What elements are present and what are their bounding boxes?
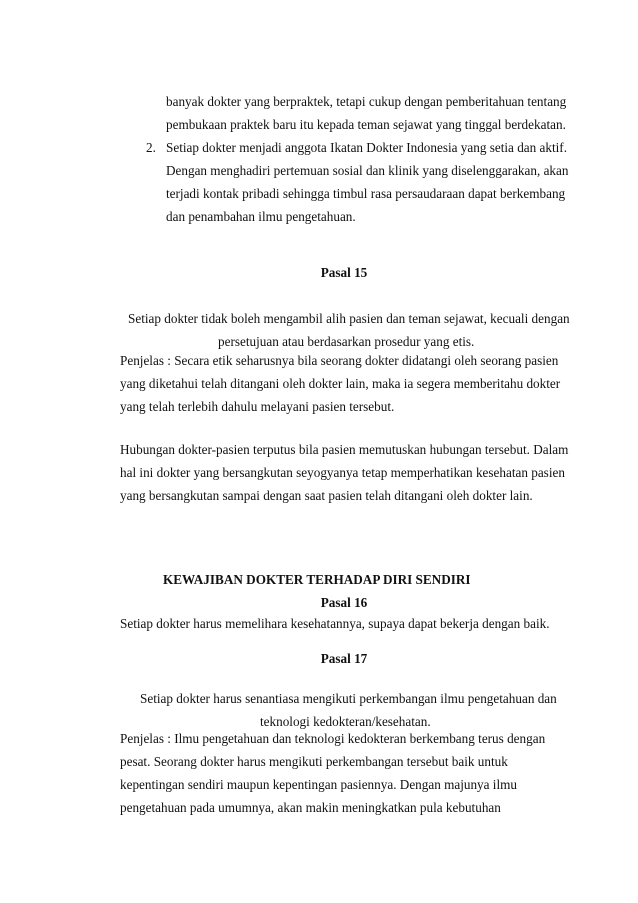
pasal-16-statement: Setiap dokter harus memelihara kesehatannya, supaya dapat bekerja dengan baik. [120, 616, 550, 631]
list-item-number: 2. [146, 140, 156, 155]
list-continuation-line: banyak dokter yang berpraktek, tetapi cukup dengan pemberitahuan tentang [166, 94, 567, 109]
list-item-line: terjadi kontak pribadi sehingga timbul rasa persaudaraan dapat berkembang [166, 186, 566, 201]
pasal-17-heading: Pasal 17 [320, 651, 368, 666]
list-item-line: Setiap dokter menjadi anggota Ikatan Dokter Indonesia yang setia dan aktif. [166, 140, 567, 155]
section-heading: KEWAJIBAN DOKTER TERHADAP DIRI SENDIRI [163, 572, 471, 587]
list-continuation-line: pembukaan praktek baru itu kepada teman sejawat yang tinggal berdekatan. [166, 117, 566, 132]
pasal-15-statement: Setiap dokter tidak boleh mengambil alih pasien dan teman sejawat, kecuali dengan [128, 311, 570, 326]
pasal-15-penjelas: yang diketahui telah ditangani oleh dokter lain, maka ia segera memberitahu dokter [120, 376, 561, 391]
list-item-line: Dengan menghadiri pertemuan sosial dan klinik yang diselenggarakan, akan [166, 163, 569, 178]
pasal-15-paragraph: Hubungan dokter-pasien terputus bila pasien memutuskan hubungan tersebut. Dalam [120, 442, 569, 457]
pasal-15-penjelas: yang telah terlebih dahulu melayani pasien tersebut. [120, 399, 395, 414]
list-item-line: dan penambahan ilmu pengetahuan. [166, 209, 356, 224]
pasal-17-statement: teknologi kedokteran/kesehatan. [260, 714, 431, 729]
pasal-16-heading: Pasal 16 [320, 595, 368, 610]
pasal-17-penjelas: pengetahuan pada umumnya, akan makin meningkatkan pula kebutuhan [120, 800, 501, 815]
pasal-15-statement: persetujuan atau berdasarkan prosedur yang etis. [218, 334, 475, 349]
pasal-17-penjelas: pesat. Seorang dokter harus mengikuti perkembangan tersebut baik untuk [120, 754, 508, 769]
pasal-15-heading: Pasal 15 [320, 265, 368, 280]
pasal-15-paragraph: yang bersangkutan sampai dengan saat pasien telah ditangani oleh dokter lain. [120, 488, 533, 503]
pasal-15-penjelas: Penjelas : Secara etik seharusnya bila seorang dokter didatangi oleh seorang pasien [120, 353, 559, 368]
pasal-17-penjelas: kepentingan sendiri maupun kepentingan pasiennya. Dengan majunya ilmu [120, 777, 517, 792]
pasal-15-paragraph: hal ini dokter yang bersangkutan seyogyanya tetap memperhatikan kesehatan pasien [120, 465, 565, 480]
pasal-17-statement: Setiap dokter harus senantiasa mengikuti perkembangan ilmu pengetahuan dan [140, 691, 557, 706]
pasal-17-penjelas: Penjelas : Ilmu pengetahuan dan teknologi kedokteran berkembang terus dengan [120, 731, 546, 746]
